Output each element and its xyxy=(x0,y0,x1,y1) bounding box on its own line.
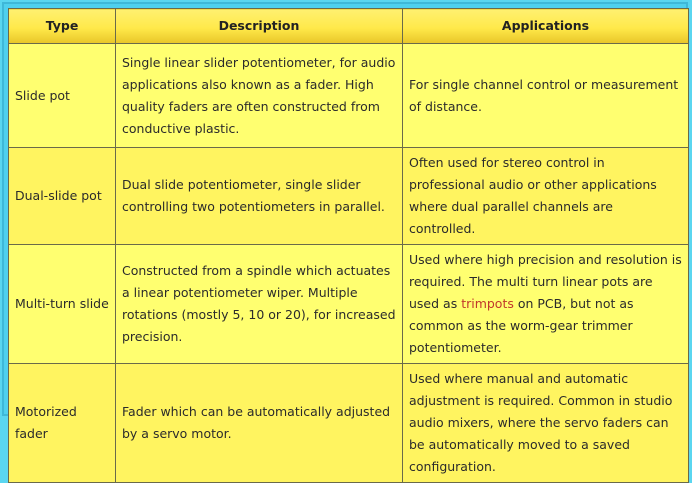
cell-applications: Used where manual and automatic adjustment is required. Common in studio audio mixers, where the servo faders can be automatically moved to a saved configuration. xyxy=(403,364,689,483)
cell-type: Multi-turn slide xyxy=(9,245,116,364)
applications-text-after: on PCB, but not as common as the worm-gear trimmer potentiometer. xyxy=(409,296,634,355)
table-header-row xyxy=(9,9,689,44)
cell-type: Dual-slide pot xyxy=(9,148,116,245)
cell-type: Slide pot xyxy=(9,44,116,148)
table-row xyxy=(9,364,689,483)
cell-description: Dual slide potentiometer, single slider controlling two potentiometers in parallel. xyxy=(116,148,403,245)
cell-applications: For single channel control or measurement of distance. xyxy=(403,44,689,148)
cell-type: Motorized fader xyxy=(9,364,116,483)
table-frame xyxy=(2,2,688,474)
cell-applications: Often used for stereo control in professional audio or other applications where dual parallel channels are controlled. xyxy=(403,148,689,245)
cell-description: Single linear slider potentiometer, for audio applications also known as a fader. High quality faders are often constructed from conductive plastic. xyxy=(116,44,403,148)
cell-description: Fader which can be automatically adjusted by a servo motor. xyxy=(116,364,403,483)
header-description: Description xyxy=(116,9,403,44)
table-row xyxy=(9,44,689,148)
potentiometer-table xyxy=(8,8,689,483)
header-type: Type xyxy=(9,9,116,44)
table-row xyxy=(9,148,689,245)
trimpots-link[interactable]: trimpots xyxy=(461,296,514,311)
cell-description: Constructed from a spindle which actuates a linear potentiometer wiper. Multiple rotations (mostly 5, 10 or 20), for increased precision. xyxy=(116,245,403,364)
applications-text-before: Used where high precision and resolution is required. The multi turn linear pots are used as xyxy=(409,252,682,311)
header-applications: Applications xyxy=(403,9,689,44)
table-row xyxy=(9,245,689,364)
cell-applications xyxy=(403,245,689,364)
